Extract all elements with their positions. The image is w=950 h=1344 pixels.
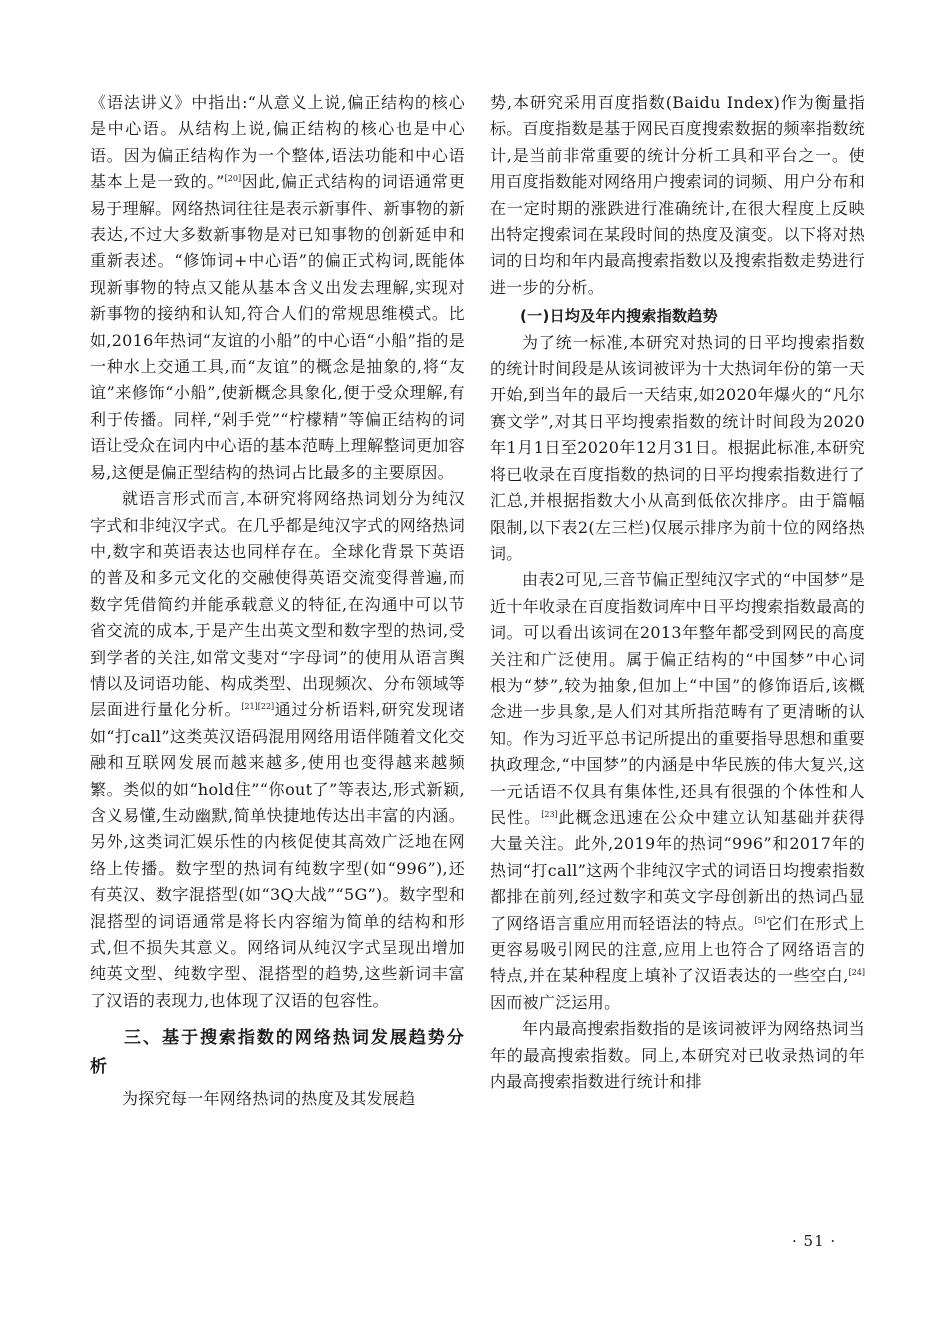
citation: [23] [541, 809, 558, 819]
section-heading: 三、基于搜索指数的网络热词发展趋势分析 [90, 1028, 465, 1078]
citation: [21][22] [241, 702, 275, 712]
page-number: · 51 · [792, 1232, 837, 1250]
subsection-heading: (一)日均及年内搜索指数趋势 [520, 307, 718, 326]
paragraph: 为了统一标准,本研究对热词的日平均搜索指数的统计时间段是从该词被评为十大热词年份的第一天开始,到当年的最后一天结束,如2020年爆火的“凡尔赛文学”,对其日平均搜索指数的统计时间段为2020年1月1日至2020年12月31日。根据此标准,本研究将已收录在百度指数的热词的日平均搜索指数进行了汇总,并根据指数大小从高到低依次排序。由于篇幅限制,以下表2(左三栏)仅展示排序为前十位的网络热词。 [490, 332, 865, 563]
paragraph: 势,本研究采用百度指数(Baidu Index)作为衡量指标。百度指数是基于网民百度搜索数据的频率指数统计,是当前非常重要的统计分析工具和平台之一。使用百度指数能对网络用户搜索词的词频、用户分布和在一定时期的涨跌进行准确统计,在很大程度上反映出特定搜索词在某段时间的热度及演变。以下将对热词的日均和年内最高搜索指数以及搜索指数走势进行进一步的分析。 [490, 93, 865, 297]
right-column [490, 90, 865, 1095]
paragraph: 就语言形式而言,本研究将网络热词划分为纯汉字式和非纯汉字式。在几乎都是纯汉字式的网络热词中,数字和英语表达也同样存在。全球化背景下英语的普及和多元文化的交融使得英语交流变得普遍,而数字凭借简约并能承载意义的特征,在沟通中可以节省交流的成本,于是产生出英文型和数字型的热词,受到学者的关注,如常文斐对“字母词”的使用从语言舆情以及词语功能、构成类型、出现频次、分布领域等层面进行量化分析。[21][22]通过分析语料,研究发现诸如“打call”这类英汉语码混用网络用语伴随着文化交融和互联网发展而越来越多,使用也变得越来越频繁。类似的如“hold住”“你out了”等表达,形式新颖,含义易懂,生动幽默,简单快捷地传达出丰富的内涵。另外,这类词汇娱乐性的内核促使其高效广泛地在网络上传播。数字型的热词有纯数字型(如“996”),还有英汉、数字混搭型(如“3Q大战”“5G”)。数字型和混搭型的词语通常是将长内容缩为简单的结构和形式,但不损失其意义。网络词从纯汉字式呈现出增加纯英文型、纯数字型、混搭型的趋势,这些新词丰富了汉语的表现力,也体现了汉语的包容性。 [90, 489, 466, 1010]
paragraph: 由表2可见,三音节偏正型纯汉字式的“中国梦”是近十年收录在百度指数词库中日平均搜索指数最高的词。可以看出该词在2013年整年都受到网民的高度关注和广泛使用。属于偏正结构的“中国梦”中心词根为“梦”,较为抽象,但加上“中国”的修饰语后,该概念进一步具象,是人们对其所指范畴有了更清晰的认知。作为习近平总书记所提出的重要指导思想和重要执政理念,“中国梦”的内涵是中华民族的伟大复兴,这一元话语不仅具有集体性,还具有很强的个体性和人民性。[23]此概念迅速在公众中建立认知基础并获得大量关注。此外,2019年的热词“996”和2017年的热词“打call”这两个非纯汉字式的词语日均搜索指数都排在前列,经过数字和英文字母创新出的热词凸显了网络语言重应用而轻语法的特点。[5]它们在形式上更容易吸引网民的注意,应用上也符合了网络语言的特点,并在某种程度上填补了汉语表达的一些空白,[24]因而被广泛运用。 [490, 570, 865, 1012]
paragraph: 《语法讲义》中指出:“从意义上说,偏正结构的核心是中心语。从结构上说,偏正结构的核心也是中心语。因为偏正结构作为一个整体,语法功能和中心语基本上是一致的。”[20]因此,偏正式结构的词语通常更易于理解。网络热词往往是表示新事件、新事物的新表达,不过大多数新事物是对已知事物的创新延申和重新表述。“修饰词+中心语”的偏正式构词,既能体现新事物的特点又能从基本含义出发去理解,实现对新事物的接纳和认知,符合人们的常规思维模式。比如,2016年热词“友谊的小船”的中心语“小船”指的是一种水上交通工具,而“友谊”的概念是抽象的,将“友谊”来修饰“小船”,使新概念具象化,便于受众理解,有利于传播。同样,“剁手党”“柠檬精”等偏正结构的词语让受众在词内中心语的基本范畴上理解整词更加容易,这便是偏正型结构的热词占比最多的主要原因。 [90, 93, 465, 482]
paragraph: 为探究每一年网络热词的热度及其发展趋 [122, 1089, 416, 1109]
citation: [20] [224, 174, 242, 184]
paragraph: 年内最高搜索指数指的是该词被评为网络热词当年的最高搜索指数。同上,本研究对已收录热词的年内最高搜索指数进行统计和排 [490, 1019, 865, 1092]
citation: [5] [754, 915, 766, 925]
citation: [24] [848, 968, 865, 978]
left-column [90, 90, 465, 1113]
